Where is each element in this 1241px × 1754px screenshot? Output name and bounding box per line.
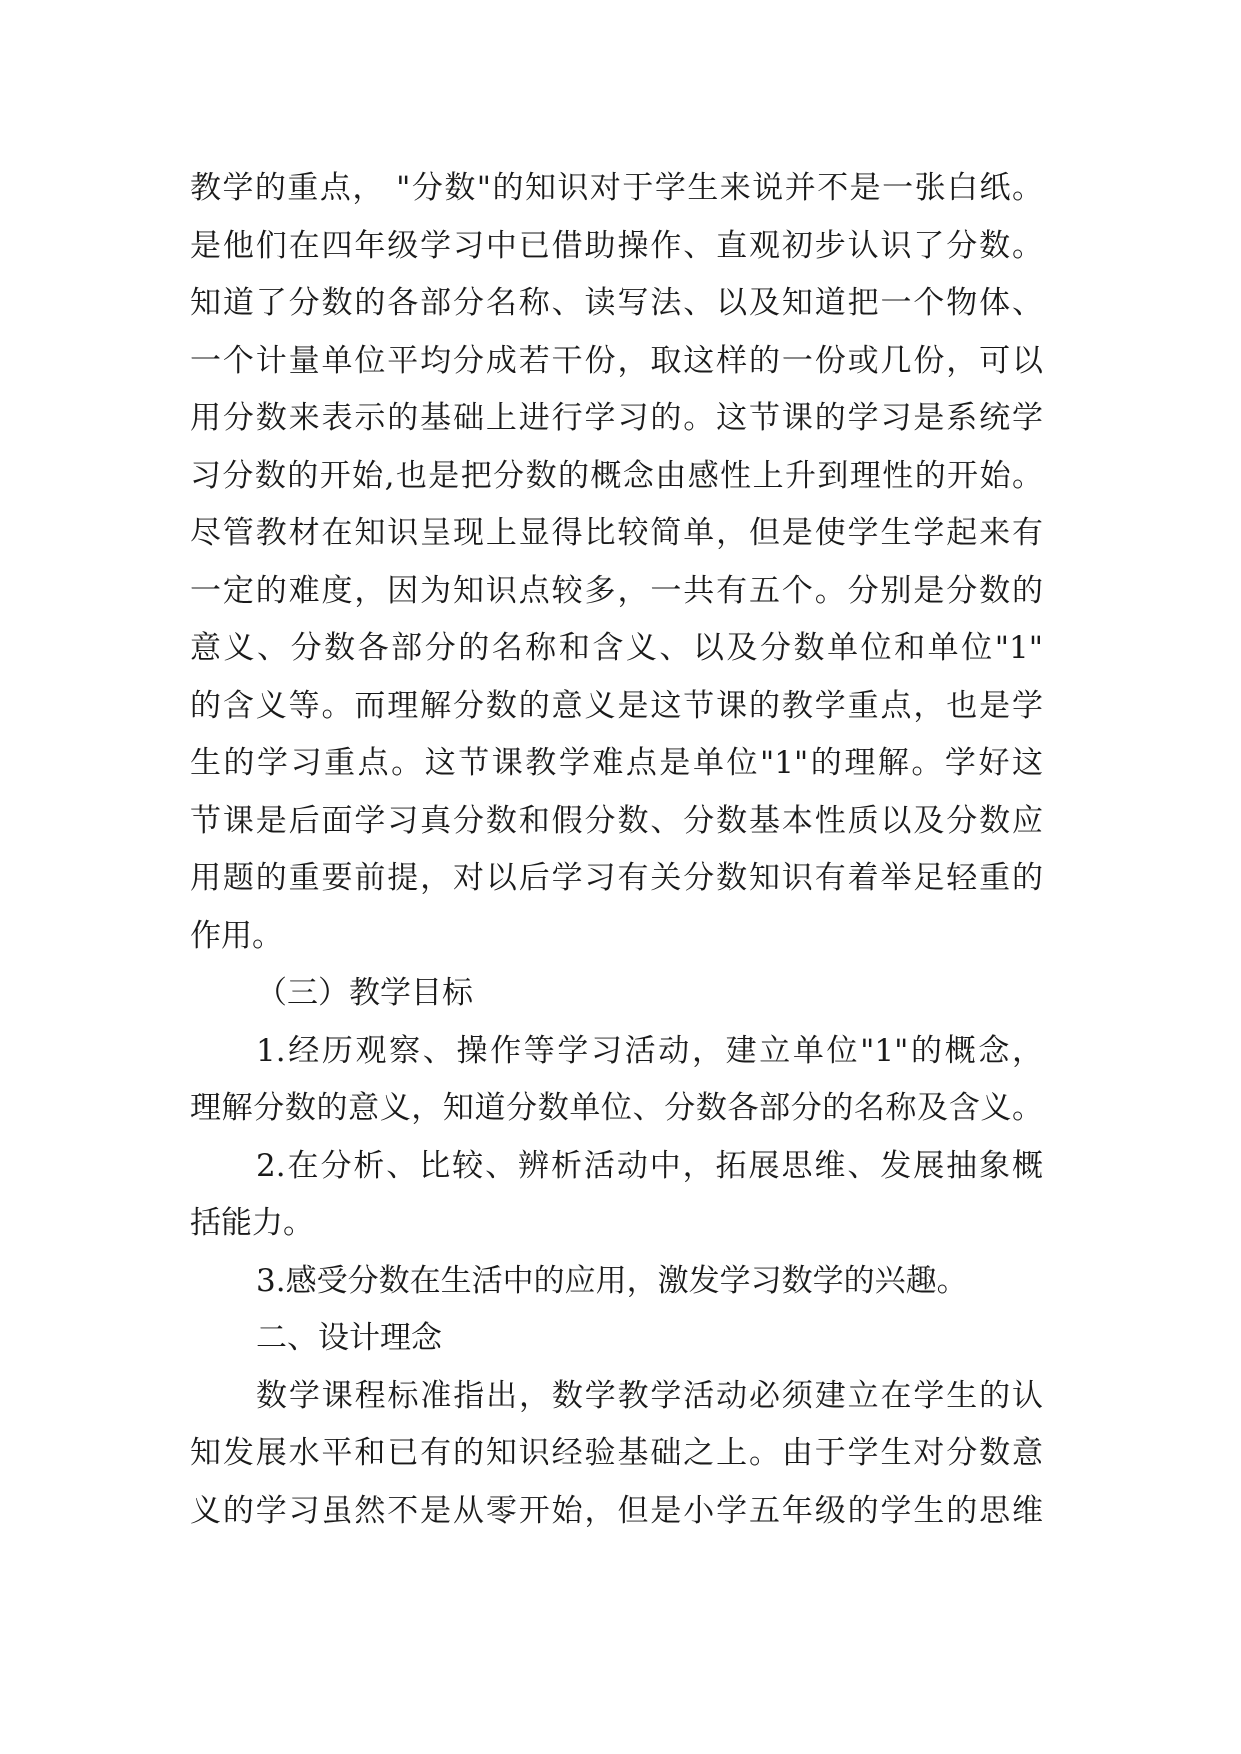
paragraph-line: 一定的难度，因为知识点较多，一共有五个。分别是分数的 (190, 573, 1043, 609)
paragraph-line: 数学课程标准指出，数学教学活动必须建立在学生的认 (256, 1378, 1043, 1414)
paragraph-line: 的含义等。而理解分数的意义是这节课的教学重点，也是学 (190, 688, 1043, 724)
goal-item-2: 2.在分析、比较、辨析活动中，拓展思维、发展抽象概 (256, 1148, 1043, 1184)
paragraph-line: 节课是后面学习真分数和假分数、分数基本性质以及分数应 (190, 803, 1043, 839)
paragraph-line-last: 作用。 (190, 918, 283, 954)
paragraph-line: 生的学习重点。这节课教学难点是单位"1"的理解。学好这 (190, 745, 1043, 781)
goal-item-2-continued: 括能力。 (190, 1205, 314, 1241)
paragraph-line: 意义、分数各部分的名称和含义、以及分数单位和单位"1" (190, 630, 1043, 666)
paragraph-line: 知道了分数的各部分名称、读写法、以及知道把一个物体、 (190, 285, 1043, 321)
goal-item-3: 3.感受分数在生活中的应用，激发学习数学的兴趣。 (256, 1263, 968, 1299)
paragraph-line: 一个计量单位平均分成若干份，取这样的一份或几份，可以 (190, 343, 1043, 379)
paragraph-line: 习分数的开始,也是把分数的概念由感性上升到理性的开始。 (190, 458, 1043, 494)
paragraph-line: 用题的重要前提，对以后学习有关分数知识有着举足轻重的 (190, 860, 1043, 896)
section-heading-design-concept: 二、设计理念 (256, 1320, 442, 1356)
paragraph-line: 教学的重点， "分数"的知识对于学生来说并不是一张白纸。 (190, 170, 1043, 206)
goal-item-1-continued: 理解分数的意义，知道分数单位、分数各部分的名称及含义。 (190, 1090, 1043, 1126)
paragraph-line: 知发展水平和已有的知识经验基础之上。由于学生对分数意 (190, 1435, 1043, 1471)
goal-item-1: 1.经历观察、操作等学习活动，建立单位"1"的概念， (256, 1033, 1043, 1069)
paragraph-line: 是他们在四年级学习中已借助操作、直观初步认识了分数。 (190, 228, 1043, 264)
paragraph-line: 义的学习虽然不是从零开始，但是小学五年级的学生的思维 (190, 1493, 1043, 1529)
paragraph-line: 用分数来表示的基础上进行学习的。这节课的学习是系统学 (190, 400, 1043, 436)
section-heading-teaching-goals: （三）教学目标 (256, 975, 473, 1011)
paragraph-line: 尽管教材在知识呈现上显得比较简单，但是使学生学起来有 (190, 515, 1043, 551)
